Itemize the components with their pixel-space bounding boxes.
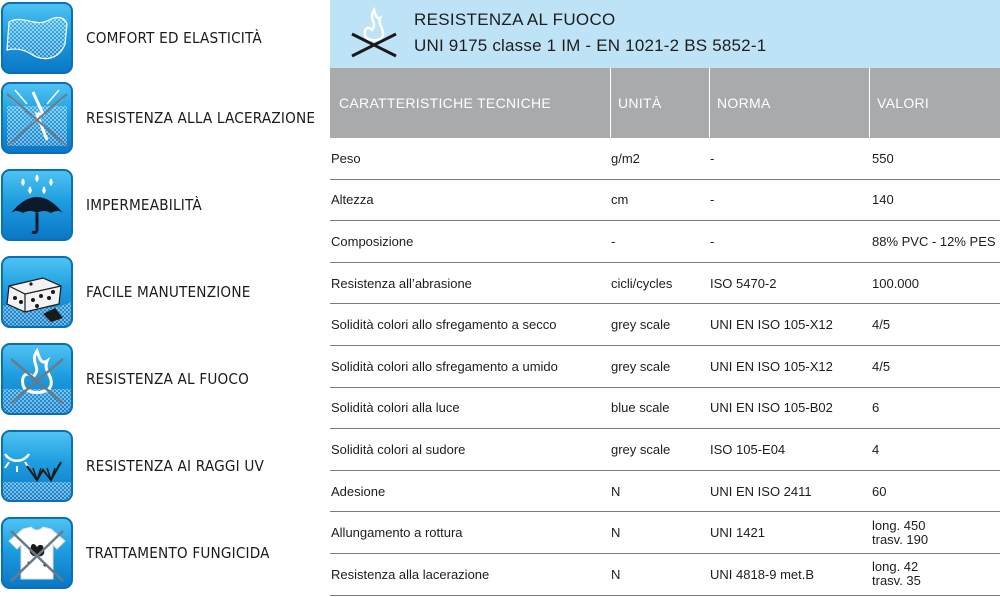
cell-unit: blue scale [611, 400, 670, 416]
cell-unit: N [611, 566, 621, 582]
cell-value [872, 221, 996, 262]
table-row [330, 304, 1000, 346]
table-row [330, 388, 1000, 430]
value-line: 4/5 [872, 358, 891, 374]
tear-resistance-icon [1, 82, 73, 154]
column-header-characteristics: CARATTERISTICHE TECNICHE [339, 95, 552, 111]
section-header [330, 0, 1000, 68]
cell-characteristic: Composizione [331, 233, 414, 249]
sun-uv-icon [1, 430, 73, 502]
fungicide-shirt-icon [1, 517, 73, 589]
feature-waterproof [0, 167, 325, 243]
cell-value [872, 304, 890, 345]
value-line: 100.000 [872, 275, 919, 291]
cell-unit: cm [611, 192, 629, 208]
cell-norm: - [710, 233, 715, 249]
cell-norm: UNI EN ISO 105-X12 [710, 317, 833, 333]
column-divider [869, 68, 870, 138]
value-line: 60 [872, 483, 887, 499]
sponge-cleaning-icon [1, 256, 73, 328]
feature-label: IMPERMEABILITÀ [86, 196, 202, 214]
value-line: 4/5 [872, 317, 891, 333]
cell-value [872, 138, 894, 179]
cell-characteristic: Resistenza all’abrasione [331, 275, 472, 291]
cell-value [872, 388, 879, 429]
column-divider [709, 68, 710, 138]
feature-easy-care [0, 254, 325, 330]
feature-tear-resistance [0, 80, 325, 156]
cell-characteristic: Solidità colori allo sfregamento a umido [331, 358, 558, 374]
cell-characteristic: Resistenza alla lacerazione [331, 566, 490, 582]
table-row [330, 221, 1000, 263]
tech-panel [330, 0, 1000, 597]
value-line: long. 450 [872, 517, 926, 533]
cell-unit: grey scale [611, 317, 671, 333]
feature-label: RESISTENZA ALLA LACERAZIONE [86, 109, 316, 127]
cell-norm: UNI 1421 [710, 525, 765, 541]
cell-unit: N [611, 525, 621, 541]
cell-unit: - [611, 233, 616, 249]
table-row [330, 429, 1000, 471]
feature-label: RESISTENZA AI RAGGI UV [86, 457, 264, 475]
cell-unit: N [611, 483, 621, 499]
feature-label: COMFORT ED ELASTICITÀ [86, 29, 262, 47]
column-header-values: VALORI [877, 95, 930, 111]
cell-value [872, 429, 879, 470]
cell-characteristic: Peso [331, 150, 361, 166]
column-divider [610, 68, 611, 138]
feature-label: FACILE MANUTENZIONE [86, 283, 251, 301]
cell-norm: - [710, 192, 715, 208]
cell-value [872, 263, 919, 304]
cell-norm: ISO 5470-2 [710, 275, 777, 291]
feature-fungicide [0, 515, 325, 591]
cell-characteristic: Altezza [331, 192, 374, 208]
table-row [330, 512, 1000, 554]
value-line: 6 [872, 400, 880, 416]
cell-norm: UNI EN ISO 105-B02 [710, 400, 833, 416]
cell-characteristic: Solidità colori alla luce [331, 400, 460, 416]
cell-characteristic: Solidità colori al sudore [331, 441, 466, 457]
table-row [330, 263, 1000, 305]
table-row [330, 180, 1000, 222]
value-line: 550 [872, 150, 894, 166]
column-header-norm: NORMA [717, 95, 771, 111]
cell-value [872, 554, 921, 595]
cell-characteristic: Adesione [331, 483, 386, 499]
features-list [0, 0, 325, 597]
table-header [330, 68, 1000, 138]
feature-label: RESISTENZA AL FUOCO [86, 370, 250, 388]
cell-unit: grey scale [611, 358, 671, 374]
table-body [330, 138, 1000, 596]
cell-norm: UNI EN ISO 105-X12 [710, 358, 833, 374]
feature-label: TRATTAMENTO FUNGICIDA [86, 544, 270, 562]
section-subtitle: UNI 9175 classe 1 IM - EN 1021-2 BS 5852-1 [414, 36, 767, 55]
value-line: trasv. 190 [872, 531, 929, 547]
table-row [330, 471, 1000, 513]
fire-crossed-icon [1, 343, 73, 415]
cell-unit: g/m2 [611, 150, 640, 166]
cell-norm: ISO 105-E04 [710, 441, 786, 457]
value-line: 88% PVC - 12% PES [872, 233, 996, 249]
cell-unit: grey scale [611, 441, 671, 457]
cell-unit: cicli/cycles [611, 275, 673, 291]
feature-uv-resistance [0, 428, 325, 504]
feature-fire-resistance [0, 341, 325, 417]
table-row [330, 138, 1000, 180]
cell-characteristic: Allungamento a rottura [331, 525, 463, 541]
cell-value [872, 180, 894, 221]
value-line: long. 42 [872, 559, 919, 575]
cell-value [872, 346, 890, 387]
cell-characteristic: Solidità colori allo sfregamento a secco [331, 317, 557, 333]
value-line: 4 [872, 441, 880, 457]
cell-value [872, 471, 886, 512]
value-line: trasv. 35 [872, 573, 921, 589]
umbrella-rain-icon [1, 169, 73, 241]
cell-norm: - [710, 150, 715, 166]
section-title: RESISTENZA AL FUOCO [414, 10, 616, 29]
value-line: 140 [872, 192, 894, 208]
cell-norm: UNI 4818-9 met.B [710, 566, 815, 582]
fabric-stretch-icon [1, 2, 73, 74]
fire-crossed-icon [344, 4, 404, 62]
table-row [330, 346, 1000, 388]
column-header-unit: UNITÀ [618, 95, 662, 111]
feature-comfort [0, 0, 325, 76]
table-row [330, 554, 1000, 596]
cell-value [872, 512, 928, 553]
cell-norm: UNI EN ISO 2411 [710, 483, 812, 499]
